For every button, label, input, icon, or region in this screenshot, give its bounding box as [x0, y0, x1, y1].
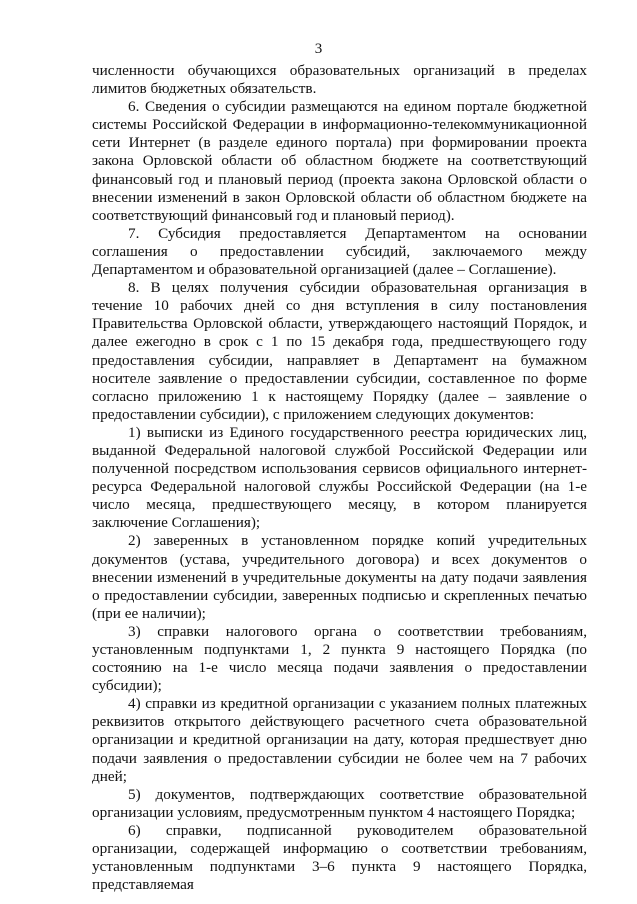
paragraph-item-6: 6. Сведения о субсидии размещаются на едином портале бюджетной системы Российской Федерации в информационно-телекоммуникационной сети Интернет (в разделе единого портала) при формировании проекта закона Орловской области об областном бюджете на соответствующий финансовый год и плановый период (проекта закона Орловской области о внесении изменений в закон Орловской области об областном бюджете на соответствующий финансовый год и плановый период). [92, 98, 587, 224]
paragraph-item-7: 7. Субсидия предоставляется Департаментом на основании соглашения о предоставлении субсидий, заключаемого между Департаментом и образовательной организацией (далее – Соглашение). [92, 224, 587, 279]
subitem-4: 4) справки из кредитной организации с указанием полных платежных реквизитов открытого действующего расчетного счета образовательной организации и кредитной организации на дату, которая предшествует дню подачи заявления о предоставлении субсидии не более чем на 7 рабочих дней; [92, 695, 587, 785]
page-number: 3 [314, 41, 323, 57]
subitem-5: 5) документов, подтверждающих соответствие образовательной организации условиям, предусмотренным пунктом 4 настоящего Порядка; [92, 785, 587, 821]
subitem-2: 2) заверенных в установленном порядке копий учредительных документов (устава, учредительного договора) и всех документов о внесении изменений в учредительные документы на дату подачи заявления о предоставлении субсидии, заверенных подписью и скрепленных печатью (при ее наличии); [92, 532, 587, 622]
paragraph-continuation: численности обучающихся образовательных организаций в пределах лимитов бюджетных обязательств. [92, 62, 587, 98]
document-body [92, 62, 587, 894]
paragraph-item-8: 8. В целях получения субсидии образовательная организация в течение 10 рабочих дней со дня вступления в силу постановления Правительства Орловской области, утверждающего настоящий Порядок, и далее ежегодно в срок с 1 по 15 декабря года, предшествующего году предоставления субсидии, направляет в Департамент на бумажном носителе заявление о предоставлении субсидии, составленное по форме согласно приложению 1 к настоящему Порядку (далее – заявление о предоставлении субсидии), с приложением следующих документов: [92, 279, 587, 423]
subitem-6: 6) справки, подписанной руководителем образовательной организации, содержащей информацию о соответствии требованиям, установленным подпунктами 3–6 пункта 9 настоящего Порядка, представляемая [92, 821, 587, 894]
subitem-1: 1) выписки из Единого государственного реестра юридических лиц, выданной Федеральной налоговой службой Российской Федерации или полученной посредством использования сервисов официального интернет-ресурса Федеральной налоговой службы Российской Федерации (на 1-е число месяца, предшествующего месяцу, в котором планируется заключение Соглашения); [92, 423, 587, 532]
subitem-3: 3) справки налогового органа о соответствии требованиям, установленным подпунктами 1, 2 пункта 9 настоящего Порядка (по состоянию на 1-е число месяца подачи заявления о предоставлении субсидии); [92, 622, 587, 695]
